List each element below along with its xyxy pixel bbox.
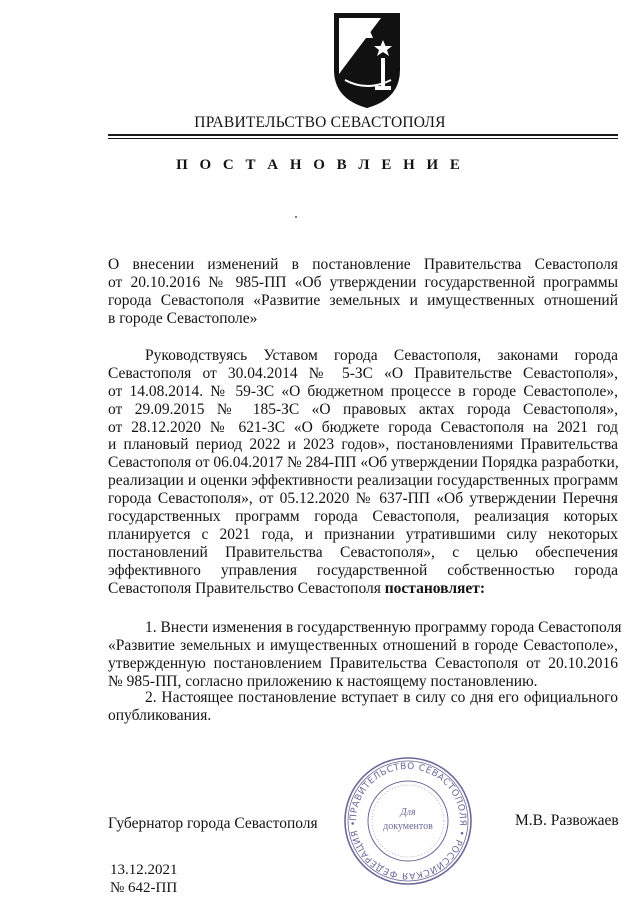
signatory-position: Губернатор города Севастополя: [108, 815, 318, 832]
subject-line: от 20.10.2016 № 985-ПП «Об утверждении государственной программы: [108, 273, 618, 291]
document-number: № 642-ПП: [110, 880, 178, 896]
document-subject: [108, 256, 618, 328]
preamble-line: постановлений Правительства Севастополя», с целью обеспечения: [108, 543, 618, 561]
preamble-line: города Севастополя», от 05.12.2020 № 637-ПП «Об утверждении Перечня: [108, 490, 618, 508]
preamble-line: государственных программ города Севастополя, реализация которых: [108, 508, 618, 526]
resolution-colon: :: [479, 579, 486, 597]
header-rule-thick: [108, 134, 618, 136]
government-title: ПРАВИТЕЛЬСТВО СЕВАСТОПОЛЯ: [194, 114, 446, 131]
official-seal-stamp: [342, 755, 474, 887]
preamble-line: реализации и оценки эффективности реализации государственных программ: [108, 472, 618, 490]
header-rule-thin: [108, 138, 618, 139]
subject-line: О внесении изменений в постановление Правительства Севастополя: [108, 256, 618, 273]
preamble-line: Севастополя от 30.04.2014 № 5-ЗС «О Правительстве Севастополя»,: [108, 364, 618, 382]
seal-outer-text: ПРАВИТЕЛЬСТВО СЕВАСТОПОЛЯ • РОССИЙСКАЯ ФЕДЕРАЦИЯ •: [348, 761, 468, 881]
item-line: № 985-ПП, согласно приложению к настоящему постановлению.: [108, 672, 538, 690]
resolution-item-2: [108, 689, 618, 725]
preamble: [108, 347, 618, 597]
preamble-line: от 29.09.2015 № 185-ЗС «О правовых актах города Севастополя»,: [108, 400, 618, 418]
item-line: 2. Настоящее постановление вступает в силу со дня его официального: [145, 689, 618, 706]
seal-center-line-2: документов: [383, 821, 433, 832]
preamble-line: Руководствуясь Уставом города Севастополя, законами города: [145, 347, 618, 364]
scan-speck: [295, 216, 297, 218]
item-line: утвержденную постановлением Правительства Севастополя от 20.10.2016: [108, 654, 618, 672]
preamble-line: и плановый период 2022 и 2023 годов», постановлениями Правительства: [108, 436, 618, 454]
preamble-line: Севастополя от 06.04.2017 № 284-ПП «Об утверждении Порядка разработки,: [108, 454, 619, 472]
preamble-line: от 14.08.2014. № 59-ЗС «О бюджетном процессе в городе Севастополе»,: [108, 382, 618, 400]
item-line: «Развитие земельных и имущественных отношений в городе Севастополе»,: [108, 636, 618, 654]
item-line: 1. Внести изменения в государственную программу города Севастополя: [145, 619, 622, 636]
signatory-name: М.В. Развожаев: [515, 812, 619, 829]
subject-line: в городе Севастополе»: [108, 309, 258, 327]
preamble-line: планируется с 2021 года, и признании утратившими силу некоторых: [108, 525, 618, 543]
document-type: П О С Т А Н О В Л Е Н И Е: [176, 157, 464, 173]
sevastopol-coat-of-arms-icon: [331, 10, 403, 110]
preamble-line: от 28.12.2020 № 621-ЗС «О бюджете города Севастополя на 2021 год: [108, 418, 618, 436]
subject-line: города Севастополя «Развитие земельных и имущественных отношений: [108, 291, 618, 309]
preamble-line: Севастополя Правительство Севастополя: [108, 579, 381, 597]
document-date: 13.12.2021: [110, 862, 178, 878]
preamble-line: эффективного управления государственной собственностью города: [108, 561, 618, 579]
resolution-item-1: [108, 619, 622, 691]
seal-center-line-1: Для: [400, 807, 416, 818]
item-line: опубликования.: [108, 706, 212, 724]
preamble-final-line: [108, 580, 618, 598]
resolution-verb: постановляет: [384, 579, 480, 597]
